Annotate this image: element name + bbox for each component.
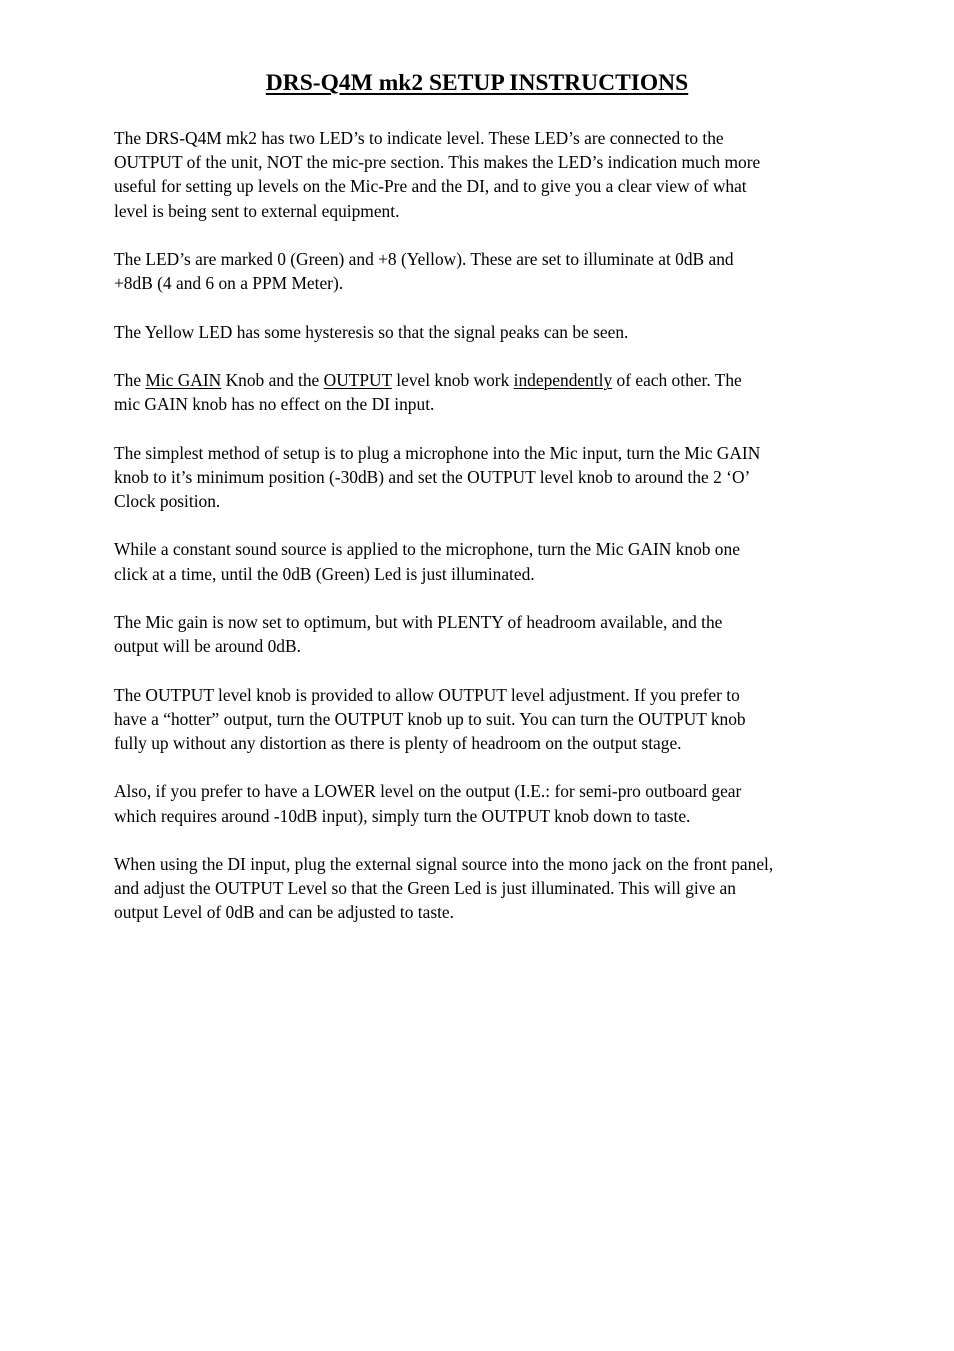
text-line-with-underlines — [114, 368, 849, 392]
text-line: level is being sent to external equipment. — [114, 200, 400, 221]
text-line: The OUTPUT level knob is provided to allow OUTPUT level adjustment. If you prefer to — [114, 684, 740, 705]
text-line: fully up without any distortion as there is plenty of headroom on the output stage. — [114, 732, 682, 753]
text-line: OUTPUT of the unit, NOT the mic-pre section. This makes the LED’s indication much more — [114, 152, 761, 173]
underlined-mic-gain: Mic GAIN — [145, 369, 222, 390]
text-line: which requires around -10dB input), simply turn the OUTPUT knob down to taste. — [114, 805, 691, 826]
paragraph-led-overview — [114, 126, 849, 223]
text-run: Knob and the — [221, 369, 324, 390]
paragraph-constant-source — [114, 537, 849, 585]
text-run: The — [114, 369, 146, 390]
text-line: The DRS-Q4M mk2 has two LED’s to indicate level. These LED’s are connected to the — [114, 128, 724, 148]
document-body — [114, 126, 849, 949]
text-line: have a “hotter” output, turn the OUTPUT knob up to suit. You can turn the OUTPUT knob — [114, 708, 746, 729]
text-line: Also, if you prefer to have a LOWER level on the output (I.E.: for semi-pro outboard gear — [114, 781, 742, 802]
text-run: level knob work — [391, 369, 514, 390]
text-line: knob to it’s minimum position (-30dB) and set the OUTPUT level knob to around the 2 ‘O’ — [114, 466, 751, 487]
underlined-output: OUTPUT — [323, 369, 392, 390]
text-line: click at a time, until the 0dB (Green) Led is just illuminated. — [114, 563, 535, 584]
paragraph-di-input — [114, 852, 849, 925]
paragraph-lower-level — [114, 779, 849, 827]
paragraph-gain-optimum — [114, 610, 849, 658]
text-line: useful for setting up levels on the Mic-Pre and the DI, and to give you a clear view of what — [114, 176, 747, 197]
text-line: When using the DI input, plug the external signal source into the mono jack on the front panel, — [114, 853, 774, 874]
text-line: output will be around 0dB. — [114, 636, 301, 657]
text-run: of each other. The — [612, 369, 742, 390]
text-line: +8dB (4 and 6 on a PPM Meter). — [114, 273, 344, 294]
paragraph-yellow-led — [114, 320, 849, 344]
paragraph-led-markings — [114, 247, 849, 295]
text-line: The LED’s are marked 0 (Green) and +8 (Yellow). These are set to illuminate at 0dB and — [114, 249, 734, 269]
text-line: The Yellow LED has some hysteresis so that the signal peaks can be seen. — [114, 321, 629, 342]
paragraph-simplest-setup — [114, 441, 849, 514]
text-line: and adjust the OUTPUT Level so that the Green Led is just illuminated. This will give an — [114, 878, 736, 899]
text-line: The simplest method of setup is to plug a microphone into the Mic input, turn the Mic GAIN — [114, 442, 761, 463]
underlined-independently: independently — [513, 369, 613, 390]
text-line: output Level of 0dB and can be adjusted to taste. — [114, 902, 454, 923]
paragraph-output-knob — [114, 683, 849, 756]
text-line: mic GAIN knob has no effect on the DI input. — [114, 394, 435, 415]
paragraph-knobs-independent — [114, 368, 849, 416]
text-line: Clock position. — [114, 490, 221, 511]
page-title: DRS-Q4M mk2 SETUP INSTRUCTIONS — [265, 70, 689, 96]
text-line: While a constant sound source is applied to the microphone, turn the Mic GAIN knob one — [114, 539, 740, 560]
text-line: The Mic gain is now set to optimum, but with PLENTY of headroom available, and the — [114, 611, 723, 632]
